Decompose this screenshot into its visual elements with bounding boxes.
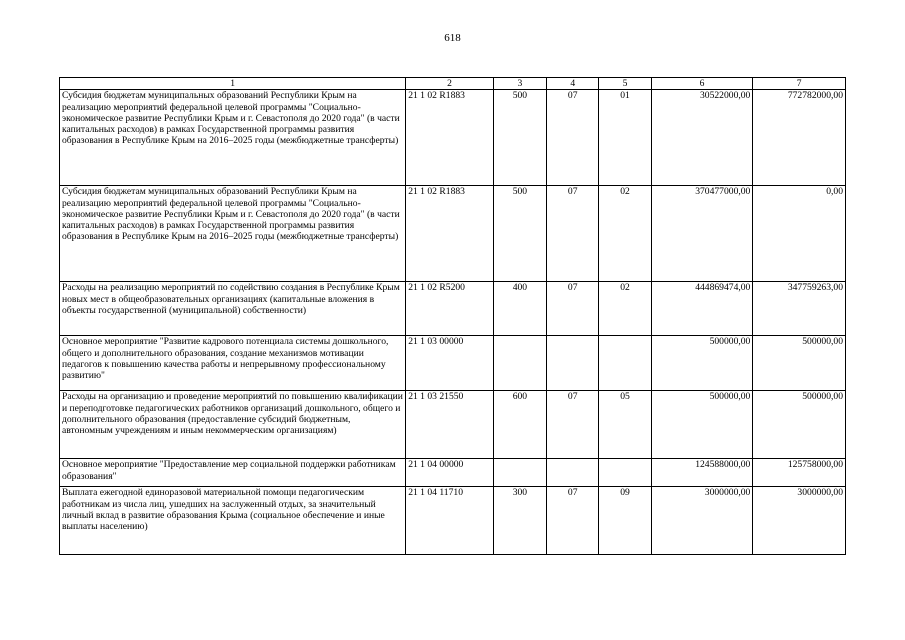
row-amount-6: 500000,00 bbox=[651, 391, 753, 459]
row-expense-type: 300 bbox=[493, 487, 546, 555]
table-row bbox=[60, 186, 846, 282]
row-expense-type: 400 bbox=[493, 282, 546, 336]
row-amount-7: 500000,00 bbox=[753, 391, 846, 459]
row-amount-7: 347759263,00 bbox=[753, 282, 846, 336]
table-row bbox=[60, 90, 846, 186]
row-name: Расходы на реализацию мероприятий по содействию создания в Республике Крым новых мест в общеобразовательных организациях (капитальные вложения в объекты государственной (муниципальной) собственности) bbox=[60, 282, 406, 336]
row-expense-type: 500 bbox=[493, 90, 546, 186]
row-section: 07 bbox=[547, 186, 599, 282]
row-amount-6: 124588000,00 bbox=[651, 459, 753, 487]
table-row bbox=[60, 487, 846, 555]
row-name: Субсидия бюджетам муниципальных образований Республики Крым на реализацию мероприятий федеральной целевой программы "Социально-экономическое развитие Республики Крым и г. Севастополя до 2020 года" (в части капитальных расходов) в рамках Государственной программы развития образования в Республике Крым на 2016–2025 годы (межбюджетные трансферты) bbox=[60, 186, 406, 282]
row-section: 07 bbox=[547, 282, 599, 336]
row-subsection: 09 bbox=[599, 487, 651, 555]
row-code: 21 1 04 11710 bbox=[406, 487, 494, 555]
table-row bbox=[60, 391, 846, 459]
header-col-5: 5 bbox=[599, 78, 651, 90]
table-row bbox=[60, 336, 846, 391]
header-col-6: 6 bbox=[651, 78, 753, 90]
row-amount-6: 3000000,00 bbox=[651, 487, 753, 555]
row-amount-7: 0,00 bbox=[753, 186, 846, 282]
row-section: 07 bbox=[547, 391, 599, 459]
header-col-1: 1 bbox=[60, 78, 406, 90]
row-name: Расходы на организацию и проведение мероприятий по повышению квалификации и переподготовке педагогических работников организаций дошкольного, общего и дополнительного образования (предоставление субсидий бюджетным, автономным учреждениям и иным некоммерческим организациям) bbox=[60, 391, 406, 459]
row-name: Выплата ежегодной единоразовой материальной помощи педагогическим работникам из числа лиц, ушедших на заслуженный отдых, за значительный личный вклад в развитие образования Крыма (социальное обеспечение и иные выплаты населению) bbox=[60, 487, 406, 555]
row-subsection: 01 bbox=[599, 90, 651, 186]
row-section bbox=[547, 459, 599, 487]
row-amount-7: 3000000,00 bbox=[753, 487, 846, 555]
row-expense-type: 500 bbox=[493, 186, 546, 282]
row-name: Основное мероприятие "Предоставление мер социальной поддержки работникам образования" bbox=[60, 459, 406, 487]
header-col-7: 7 bbox=[753, 78, 846, 90]
row-subsection bbox=[599, 336, 651, 391]
table-row bbox=[60, 459, 846, 487]
row-subsection: 02 bbox=[599, 186, 651, 282]
row-section: 07 bbox=[547, 90, 599, 186]
row-section: 07 bbox=[547, 487, 599, 555]
row-amount-7: 500000,00 bbox=[753, 336, 846, 391]
row-amount-6: 370477000,00 bbox=[651, 186, 753, 282]
table-header-row bbox=[60, 78, 846, 90]
row-code: 21 1 04 00000 bbox=[406, 459, 494, 487]
row-amount-7: 125758000,00 bbox=[753, 459, 846, 487]
row-section bbox=[547, 336, 599, 391]
row-subsection: 05 bbox=[599, 391, 651, 459]
row-name: Основное мероприятие "Развитие кадрового потенциала системы дошкольного, общего и дополнительного образования, создание механизмов мотивации педагогов к повышению качества работы и непрерывному профессиональному развитию" bbox=[60, 336, 406, 391]
row-expense-type bbox=[493, 459, 546, 487]
table-row bbox=[60, 282, 846, 336]
row-code: 21 1 02 R1883 bbox=[406, 186, 494, 282]
row-code: 21 1 03 00000 bbox=[406, 336, 494, 391]
row-amount-7: 772782000,00 bbox=[753, 90, 846, 186]
row-code: 21 1 02 R5200 bbox=[406, 282, 494, 336]
header-col-2: 2 bbox=[406, 78, 494, 90]
row-code: 21 1 03 21550 bbox=[406, 391, 494, 459]
row-subsection bbox=[599, 459, 651, 487]
row-amount-6: 500000,00 bbox=[651, 336, 753, 391]
row-name: Субсидия бюджетам муниципальных образований Республики Крым на реализацию мероприятий федеральной целевой программы "Социально-экономическое развитие Республики Крым и г. Севастополя до 2020 года" (в части капитальных расходов) в рамках Государственной программы развития образования в Республике Крым на 2016–2025 годы (межбюджетные трансферты) bbox=[60, 90, 406, 186]
page-number: 618 bbox=[444, 32, 461, 44]
row-expense-type: 600 bbox=[493, 391, 546, 459]
row-subsection: 02 bbox=[599, 282, 651, 336]
header-col-4: 4 bbox=[547, 78, 599, 90]
row-code: 21 1 02 R1883 bbox=[406, 90, 494, 186]
row-amount-6: 444869474,00 bbox=[651, 282, 753, 336]
header-col-3: 3 bbox=[493, 78, 546, 90]
budget-table bbox=[59, 77, 846, 555]
row-expense-type bbox=[493, 336, 546, 391]
row-amount-6: 30522000,00 bbox=[651, 90, 753, 186]
